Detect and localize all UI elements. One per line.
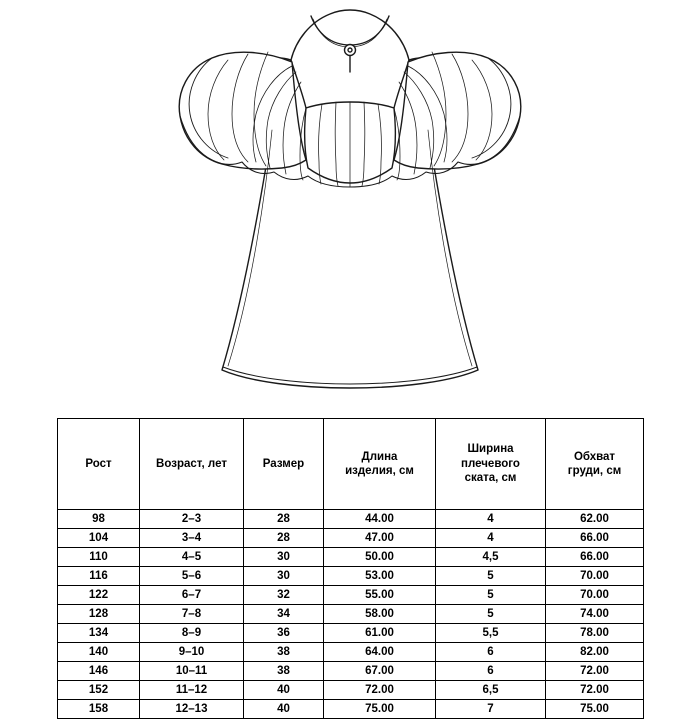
table-cell: 4 <box>436 529 546 548</box>
table-row <box>58 567 644 586</box>
table-cell: 5,5 <box>436 624 546 643</box>
table-cell: 5–6 <box>140 567 244 586</box>
table-cell: 58.00 <box>324 605 436 624</box>
table-cell: 40 <box>244 681 324 700</box>
table-cell: 4 <box>436 510 546 529</box>
header-line: Обхват <box>573 450 616 463</box>
table-row <box>58 548 644 567</box>
table-cell: 158 <box>58 700 140 719</box>
table-cell: 128 <box>58 605 140 624</box>
table-cell: 11–12 <box>140 681 244 700</box>
table-cell: 6 <box>436 643 546 662</box>
table-row <box>58 643 644 662</box>
table-cell: 116 <box>58 567 140 586</box>
table-cell: 70.00 <box>546 567 644 586</box>
table-cell: 122 <box>58 586 140 605</box>
table-cell: 67.00 <box>324 662 436 681</box>
table-cell: 8–9 <box>140 624 244 643</box>
table-cell: 44.00 <box>324 510 436 529</box>
table-cell: 9–10 <box>140 643 244 662</box>
table-cell: 75.00 <box>546 700 644 719</box>
table-cell: 7 <box>436 700 546 719</box>
table-cell: 6,5 <box>436 681 546 700</box>
table-cell: 38 <box>244 643 324 662</box>
table-cell: 55.00 <box>324 586 436 605</box>
table-header-cell-shoulder-width <box>436 419 546 510</box>
size-table-body <box>58 510 644 719</box>
table-cell: 70.00 <box>546 586 644 605</box>
table-cell: 36 <box>244 624 324 643</box>
table-cell: 134 <box>58 624 140 643</box>
table-cell: 32 <box>244 586 324 605</box>
table-cell: 12–13 <box>140 700 244 719</box>
ruffle-left <box>179 52 306 169</box>
header-line: Ширина <box>467 443 514 456</box>
table-cell: 152 <box>58 681 140 700</box>
table-row <box>58 700 644 719</box>
header-line: изделия, см <box>345 465 414 477</box>
table-cell: 64.00 <box>324 643 436 662</box>
table-cell: 6 <box>436 662 546 681</box>
button-center-icon <box>348 48 352 52</box>
size-table-head <box>58 419 644 510</box>
table-cell: 4,5 <box>436 548 546 567</box>
table-cell: 50.00 <box>324 548 436 567</box>
table-cell: 75.00 <box>324 700 436 719</box>
table-cell: 40 <box>244 700 324 719</box>
size-table <box>57 418 644 719</box>
table-cell: 66.00 <box>546 529 644 548</box>
table-cell: 2–3 <box>140 510 244 529</box>
table-row <box>58 586 644 605</box>
table-row <box>58 624 644 643</box>
table-cell: 110 <box>58 548 140 567</box>
table-header-row <box>58 419 644 510</box>
header-line: Размер <box>262 457 305 470</box>
table-cell: 62.00 <box>546 510 644 529</box>
table-cell: 28 <box>244 510 324 529</box>
table-cell: 82.00 <box>546 643 644 662</box>
table-cell: 78.00 <box>546 624 644 643</box>
header-line: плечевого <box>461 457 520 470</box>
table-cell: 98 <box>58 510 140 529</box>
table-cell: 30 <box>244 548 324 567</box>
table-row <box>58 529 644 548</box>
header-line: груди, см <box>567 465 622 477</box>
table-cell: 4–5 <box>140 548 244 567</box>
table-cell: 53.00 <box>324 567 436 586</box>
table-cell: 140 <box>58 643 140 662</box>
table-cell: 5 <box>436 567 546 586</box>
header-line: Возраст, лет <box>156 457 227 470</box>
table-row <box>58 510 644 529</box>
header-line: Рост <box>85 457 112 470</box>
table-cell: 104 <box>58 529 140 548</box>
table-header-cell-age <box>140 419 244 510</box>
header-line: Длина <box>361 450 398 463</box>
table-cell: 10–11 <box>140 662 244 681</box>
size-table-container <box>57 418 643 719</box>
ruffle-right <box>394 52 521 169</box>
table-cell: 146 <box>58 662 140 681</box>
table-cell: 74.00 <box>546 605 644 624</box>
header-line: ската, см <box>464 472 517 485</box>
table-cell: 5 <box>436 586 546 605</box>
table-cell: 66.00 <box>546 548 644 567</box>
table-cell: 61.00 <box>324 624 436 643</box>
table-cell: 6–7 <box>140 586 244 605</box>
table-cell: 28 <box>244 529 324 548</box>
table-header-cell-size <box>244 419 324 510</box>
table-header-cell-length <box>324 419 436 510</box>
table-cell: 72.00 <box>546 681 644 700</box>
table-row <box>58 605 644 624</box>
table-cell: 47.00 <box>324 529 436 548</box>
table-cell: 7–8 <box>140 605 244 624</box>
table-row <box>58 681 644 700</box>
table-cell: 34 <box>244 605 324 624</box>
table-cell: 30 <box>244 567 324 586</box>
table-header-cell-chest <box>546 419 644 510</box>
table-header-cell-height <box>58 419 140 510</box>
table-cell: 38 <box>244 662 324 681</box>
table-cell: 5 <box>436 605 546 624</box>
table-cell: 72.00 <box>546 662 644 681</box>
table-cell: 72.00 <box>324 681 436 700</box>
table-row <box>58 662 644 681</box>
table-cell: 3–4 <box>140 529 244 548</box>
